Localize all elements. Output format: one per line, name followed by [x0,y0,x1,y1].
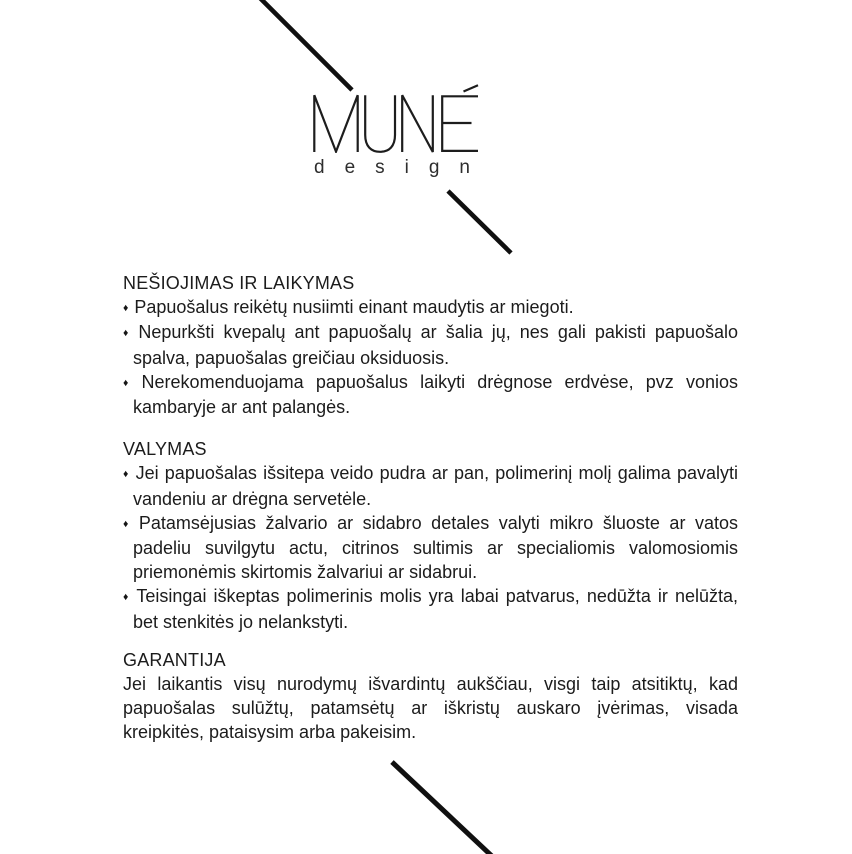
section-heading-warranty: GARANTIJA [123,649,226,670]
section-wearing-storage [123,271,738,419]
top-diagonal-line [259,0,352,90]
bullet-item [123,320,738,369]
bullet-text: Papuošalus reikėtų nusiimti einant maudytis ar miegoti. [134,297,574,318]
logo-letter-n [402,95,433,152]
diamond-bullet-icon: ♦ [123,517,133,530]
brand-logo [312,84,490,179]
brand-wordmark-mune-icon [312,84,479,153]
bullet-text: Teisingai iškeptas polimerinis molis yra labai patvarus, nedūžta ir nelūžta, bet stenkitės jo nelankstyti. [133,586,739,632]
bottom-diagonal-line [392,762,495,854]
logo-letter-m [314,95,357,152]
bullet-item [123,584,738,633]
middle-diagonal-line [448,191,511,253]
bullet-text: Nepurkšti kvepalų ant papuošalų ar šalia jų, nes gali pakisti papuošalo spalva, papuošalas greičiau oksiduosis. [133,322,738,368]
diamond-bullet-icon: ♦ [123,302,129,315]
diamond-bullet-icon: ♦ [123,468,130,481]
care-instructions [123,271,738,745]
diamond-bullet-icon: ♦ [123,376,136,389]
section-heading-cleaning: VALYMAS [123,439,207,460]
section-cleaning [123,437,738,634]
bullet-item [123,370,738,419]
logo-letter-e-acute [441,85,478,152]
diamond-bullet-icon: ♦ [123,327,133,340]
bullet-text: Patamsėjusias žalvario ar sidabro detales valyti mikro šluoste ar vatos padeliu suvilgytu actu, citrinos sultimis ar specialiomis valomosiomis priemonėmis skirtomis žalvariui ar sidabrui. [133,512,738,583]
bullet-text: Nerekomenduojama papuošalus laikyti drėgnose erdvėse, pvz vonios kambaryje ar ant palangės. [133,371,738,418]
brand-tagline: design [314,157,490,178]
section-heading-wearing-storage: NEŠIOJIMAS IR LAIKYMAS [123,273,355,293]
warranty-paragraph: Jei laikantis visų nurodymų išvardintų aukščiau, visgi taip atsitiktų, kad papuošalas sulūžtų, patamsėtų ar iškristų auskaro įvėrimas, visada kreipkitės, pataisysim arba pakeisim. [123,674,738,743]
bullet-item [123,295,738,320]
bullet-item [123,461,738,510]
logo-letter-u [365,95,395,152]
diamond-bullet-icon: ♦ [123,591,131,604]
bullet-text: Jei papuošalas išsitepa veido pudra ar pan, polimerinį molį galima pavalyti vandeniu ar drėgna servetėle. [133,463,738,509]
section-warranty [123,648,738,745]
bullet-item [123,511,738,585]
